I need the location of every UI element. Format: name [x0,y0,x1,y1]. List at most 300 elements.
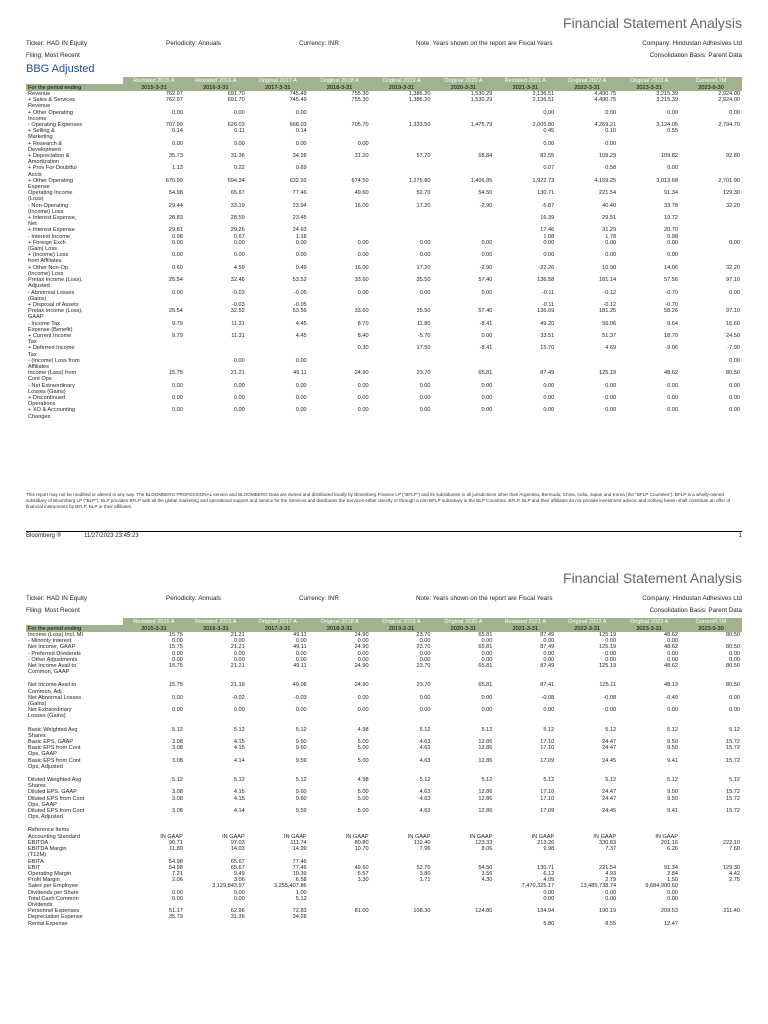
value-cell: 65.81 [478,370,493,377]
row-label: + Disposal of Assets [28,301,79,308]
value-cell: 4.59 [233,264,245,271]
row-label: Net Income Avail to [28,682,77,689]
row-label: Amortization [28,159,60,166]
row-label: Accts [28,171,42,178]
value-cell: 49.11 [293,632,307,638]
value-cell: 2,136.51 [532,97,555,104]
value-cell: 0.00 [295,109,307,116]
column-date-header: 2018-3-31 [309,625,371,632]
column-status-header: Original 2023 A [618,618,680,625]
column-date-header: 2017-3-31 [247,84,309,91]
value-cell: 0.00 [729,656,740,663]
value-cell: 0.00 [295,407,307,414]
column-date-header: 2023-9-30 [680,84,742,91]
row-label: Common, GAAP [28,669,70,676]
row-label: Net Extraordinary [28,707,72,714]
value-cell: IN GAAP [655,833,679,840]
value-cell: 5.12 [543,777,555,784]
row-label: + Current Income [28,332,72,339]
column-status-header: Restated 2015 A [123,618,185,625]
value-cell: 48.62 [664,644,679,651]
value-cell: 0.00 [172,656,183,663]
value-cell: 5.00 [357,795,369,802]
value-cell: 0.00 [667,394,679,401]
row-label: Cont Ops [28,376,52,383]
value-cell: 32.52 [230,308,245,315]
period-label: For the period ending [26,625,123,632]
value-cell: 0.00 [357,656,369,663]
value-cell: 57.40 [478,277,493,284]
value-cell: 0.00 [233,895,245,902]
value-cell: 0.00 [481,252,493,259]
value-cell: 190.19 [599,908,617,915]
row-label: + Interest Expense, [28,215,77,222]
value-cell: 0.00 [233,357,245,364]
value-cell: 35.73 [168,153,183,160]
value-cell: 111.74 [290,839,307,846]
value-cell: 24.47 [602,739,617,746]
value-cell: 0.00 [172,394,183,401]
value-cell: 5.00 [357,757,369,764]
column-status-header: Restated 2021 A [494,618,556,625]
row-label: + Sales & Services [28,97,76,104]
column-date-header: 2016-3-31 [185,625,247,632]
value-cell: -7.90 [727,345,740,352]
table-row [26,720,742,727]
value-cell: 762.97 [165,91,183,97]
per-share-table [26,618,742,927]
value-cell: 9.50 [667,739,679,746]
row-label: Tax [28,351,37,358]
row-label: (Income) Loss [28,208,64,215]
table-body [26,91,742,420]
value-cell: 12.86 [478,808,493,815]
value-cell: 4.63 [419,795,431,802]
value-cell: 5.00 [357,739,369,746]
value-cell: 35.50 [416,277,431,284]
value-cell: 0.00 [543,252,555,259]
value-cell: 77.46 [292,864,307,871]
value-cell: 3.80 [419,870,431,877]
value-cell: 10.39 [292,870,307,877]
value-cell: 745.49 [289,91,307,97]
value-cell: 87.49 [540,632,555,638]
value-cell: 0.00 [357,289,369,296]
value-cell: 108.30 [413,908,431,915]
value-cell: 0.00 [667,656,679,663]
row-label: + Prov For Doubtful [28,165,77,172]
value-cell: 31.20 [354,153,369,160]
row-label: Basic EPS, GAAP [28,739,74,746]
row-label: Marketing [28,134,53,141]
value-cell: IN GAAP [407,833,431,840]
value-cell: 80.80 [354,839,369,846]
value-cell: -8.41 [479,345,493,352]
header-blank-cell [26,77,123,84]
value-cell: 17.50 [416,345,431,352]
row-label: Shares [28,783,46,790]
value-cell [185,921,247,927]
value-cell: 14.03 [230,846,245,853]
row-label: Basic Weighted Avg [28,726,78,733]
row-label: Income (Loss) from [28,370,77,377]
column-date-header: 2019-3-31 [371,84,433,91]
row-label: - Non-Operating [28,202,69,209]
row-label: Net Income Avail to [28,663,77,670]
value-cell: 65.67 [230,864,245,871]
value-cell: 29.44 [168,202,183,209]
row-label: (T12M) [28,852,47,859]
value-cell: 52.70 [416,864,431,871]
row-label: Diluted Weighted Avg [28,777,82,784]
value-cell: 0.00 [481,638,493,645]
value-cell: 15.72 [726,808,740,815]
value-cell: 0.00 [543,656,555,663]
value-cell: 0.00 [667,239,679,246]
value-cell: 24.45 [602,757,617,764]
value-cell: -0.49 [665,694,679,701]
value-cell: 24.47 [602,789,617,796]
value-cell: 23.70 [416,644,431,651]
value-cell: 24.90 [354,644,369,651]
value-cell: 0.98 [667,233,679,240]
value-cell: 0.00 [295,707,307,714]
value-cell: 65.81 [478,644,493,651]
value-cell: 221.54 [599,190,617,197]
value-cell: 56.06 [602,320,617,327]
value-cell: 29.81 [168,227,183,234]
value-cell: 87.41 [540,682,555,689]
value-cell: 124.80 [475,908,493,915]
value-cell: 11.80 [416,320,431,327]
row-label: Adjusted [28,283,50,290]
value-cell: 15.72 [726,739,740,746]
row-label: + Other Operating [28,109,73,116]
value-cell: 49.11 [293,370,307,377]
value-cell: 14.99 [292,846,307,853]
spacer-cell [26,820,742,827]
value-cell: 0.00 [295,394,307,401]
value-cell: 130.71 [537,864,555,871]
value-cell: 4.14 [233,808,245,815]
row-label: EBITDA [28,839,49,846]
value-cell: 3,255,407.86 [274,883,307,890]
value-cell: 222.10 [722,839,740,846]
value-cell: 0.00 [543,109,555,116]
ticker-label: Ticker: HAD IN Equity [26,40,87,47]
value-cell: 4.63 [419,739,431,746]
value-cell: 0.00 [667,109,679,116]
consolidation-label: Consolidation Basis: Parent Data [649,607,742,614]
row-label: (Income) Loss [28,270,64,277]
value-cell: 17.10 [540,745,555,752]
value-cell: 6.58 [295,877,307,884]
row-label: GAAP [28,314,44,321]
value-cell: 0.14 [172,128,183,135]
value-cell: 97.10 [726,308,740,315]
value-cell: 0.00 [667,650,679,657]
value-cell: 0.00 [233,656,245,663]
column-status-header: Original 2019 A [371,618,433,625]
value-cell: 72.83 [292,908,307,915]
value-cell: 5.00 [357,789,369,796]
value-cell: 23.70 [416,663,431,670]
value-cell: 9.41 [667,808,679,815]
value-cell: 21.21 [230,632,245,638]
value-cell: 0.00 [605,656,617,663]
filing-label: Filing: Most Recent [26,607,80,614]
periodicity-label: Periodicity: Annuals [166,595,221,602]
value-cell: 15.75 [168,644,183,651]
value-cell: 16.39 [540,215,555,222]
value-cell: 110.40 [413,839,431,846]
value-cell: 17.10 [540,739,555,746]
value-cell: 0.00 [605,239,617,246]
row-label: Depreciation Expense [28,914,83,921]
value-cell: 9.50 [667,795,679,802]
value-cell: 0.00 [295,140,307,147]
column-date-header: 2022-3-31 [556,84,618,91]
row-label: Common, Adj [28,688,62,695]
value-cell: 80.50 [726,370,740,377]
value-cell: 2,136.51 [532,91,555,97]
value-cell: 65.81 [478,682,493,689]
column-status-header: Original 2023 A [618,77,680,84]
value-cell: 755.30 [351,97,369,104]
row-label: Expense [28,184,50,191]
value-cell: 25.54 [168,277,183,284]
row-label: Basic EPS from Cont [28,757,81,764]
value-cell: 57.70 [416,153,431,160]
value-cell: 705.70 [351,122,369,129]
value-cell: -0.12 [603,289,617,296]
value-cell: 0.00 [233,252,245,259]
value-cell: 24.45 [602,808,617,815]
value-cell: 125.19 [599,644,617,651]
column-date-header: 2019-3-31 [371,625,433,632]
value-cell: 28.83 [168,215,183,222]
value-cell: 16.60 [726,320,740,327]
value-cell: 48.62 [664,632,679,638]
row-label: Reference Items [28,827,70,834]
value-cell: 9.49 [233,870,245,877]
value-cell: 0.00 [172,109,183,116]
footer-page-number: 1 [738,533,742,539]
value-cell: 4.93 [605,870,617,877]
row-label: + Deferred Income [28,345,75,352]
filing-label: Filing: Most Recent [26,52,80,59]
value-cell [432,921,494,927]
value-cell: 82.55 [540,153,555,160]
value-cell: 209.53 [660,908,679,915]
value-cell: 68.84 [478,153,493,160]
value-cell: 7,470,325.17 [521,883,555,890]
value-cell: 0.00 [481,707,493,714]
row-label: - Other Adjustments [28,656,78,663]
value-cell: 0.55 [667,128,679,135]
value-cell: 0.00 [233,407,245,414]
value-cell: 9.64 [667,320,679,327]
value-cell: 24.90 [354,682,369,689]
row-label: Income [28,115,47,122]
value-cell: 24.90 [354,663,369,670]
row-label: Diluted EPS, GAAP [28,789,77,796]
value-cell: 54.98 [168,858,183,865]
value-cell: -0.05 [293,289,307,296]
value-cell: 201.16 [660,839,679,846]
value-cell: 4.98 [357,777,369,784]
value-cell: 5.12 [172,726,183,733]
meta-line-2 [26,607,742,616]
row-label: EBIT [28,864,41,871]
value-cell: 1.50 [667,877,679,884]
spacer-cell [26,720,742,727]
value-cell: 0.00 [543,140,555,147]
value-cell: 0.00 [295,239,307,246]
value-cell: 0.00 [357,694,369,701]
row-label: Rental Expense [28,920,68,927]
value-cell: 16.00 [354,202,369,209]
value-cell: 65.81 [478,632,493,638]
value-cell: 15.72 [726,789,740,796]
row-label: Affiliates [28,363,50,370]
value-cell: 0.00 [543,707,555,714]
value-cell: 0.00 [543,407,555,414]
value-cell: 7.60 [729,846,740,853]
row-label: Ops, Adjusted [28,814,63,821]
value-cell: 0.69 [295,165,307,172]
footer-divider [26,531,742,532]
value-cell: 9.59 [295,808,307,815]
value-cell: 13,485,738.74 [580,883,617,890]
value-cell: 35.73 [168,914,183,921]
column-date-header: 2017-3-31 [247,625,309,632]
spacer-cell [26,675,742,682]
value-cell: 5.12 [729,726,740,733]
value-cell: -2.90 [479,264,493,271]
value-cell: 97.10 [726,277,740,284]
value-cell: 23.45 [292,215,307,222]
value-cell: 0.00 [667,165,679,172]
value-cell: 15.72 [726,745,740,752]
column-status-header: Original 2020 A [432,77,494,84]
value-cell: 0.00 [172,252,183,259]
value-cell: 5.12 [543,726,555,733]
value-cell: 5.12 [481,777,493,784]
row-label: (Gains) [28,701,47,708]
value-cell: 0.00 [481,239,493,246]
value-cell: 4.14 [233,757,245,764]
value-cell: 80.50 [726,632,740,638]
ticker-label: Ticker: HAD IN Equity [26,595,87,602]
value-cell: 2,005.80 [532,122,555,129]
column-status-header: Restated 2015 A [123,77,185,84]
value-cell: 81.00 [354,908,369,915]
value-cell: 87.49 [540,644,555,651]
table-row [26,675,742,682]
row-label: Losses (Gains) [28,388,66,395]
value-cell: 0.00 [729,289,740,296]
row-label: Pretax Income (Loss), [28,308,83,315]
value-cell: 0.00 [419,694,431,701]
value-cell: 15.72 [726,757,740,764]
value-cell: 17.10 [540,795,555,802]
value-cell: 0.00 [172,895,183,902]
value-cell: 80.50 [726,663,740,670]
value-cell: 3.08 [172,745,183,752]
value-cell: 53.52 [292,277,307,284]
value-cell: 7.96 [419,846,431,853]
periodicity-label: Periodicity: Annuals [166,40,221,47]
value-cell: 0.00 [605,407,617,414]
value-cell: 0.00 [605,252,617,259]
value-cell: 0.00 [605,650,617,657]
value-cell: 12.47 [664,920,679,927]
row-label: (Gain) Loss [28,246,57,253]
column-status-header: Restated 2016 A [185,618,247,625]
value-cell: 51.17 [168,908,183,915]
value-cell: 6.12 [543,870,555,877]
value-cell: 0.00 [233,707,245,714]
value-cell: 0.00 [481,694,493,701]
value-cell: 211.40 [723,908,740,915]
value-cell: 181.25 [599,308,617,315]
column-date-header: 2022-3-31 [556,625,618,632]
value-cell: 1.18 [295,233,307,240]
row-label: Basic EPS from Cont [28,745,81,752]
column-date-header: 2015-3-31 [123,84,185,91]
value-cell: 0.00 [357,650,369,657]
row-label: - Net Extraordinary [28,382,75,389]
value-cell: 136.69 [537,308,555,315]
footer-timestamp: 11/27/2023 23:45:23 [84,533,139,539]
value-cell: 52.70 [416,190,431,197]
row-label: - Interest Income [28,233,70,240]
value-cell: 23.70 [416,632,431,638]
value-cell: 87.49 [540,663,555,670]
value-cell: 49.11 [293,663,307,670]
value-cell: 16.00 [354,264,369,271]
value-cell: 5.12 [605,726,617,733]
value-cell: 181.14 [599,277,617,284]
value-cell: 0.10 [605,128,617,135]
value-cell: 9.60 [295,789,307,796]
value-cell: 29.51 [602,215,617,222]
value-cell: 670.99 [165,177,183,184]
value-cell: 0.00 [172,289,183,296]
value-cell: 5.00 [357,808,369,815]
value-cell: 90.71 [168,839,183,846]
row-label: Pretax Income (Loss), [28,277,83,284]
value-cell: 15.75 [168,663,183,670]
row-label: - Abnormal Losses [28,289,75,296]
value-cell: 3.08 [172,808,183,815]
value-cell: 9.60 [295,739,307,746]
value-cell: 1,333.50 [408,122,431,129]
value-cell: 92.80 [726,153,740,160]
value-cell: 129.30 [722,864,740,871]
value-cell: 0.00 [729,707,740,714]
row-label: + (Income) Loss [28,252,69,259]
value-cell: 8.06 [481,846,493,853]
value-cell: 755.30 [351,91,369,97]
value-cell: 0.00 [357,239,369,246]
value-cell: 4.63 [419,757,431,764]
value-cell: 5.12 [729,777,740,784]
row-label: + Selling & [28,128,55,135]
value-cell: 51.37 [602,332,617,339]
value-cell: -0.03 [232,289,245,296]
